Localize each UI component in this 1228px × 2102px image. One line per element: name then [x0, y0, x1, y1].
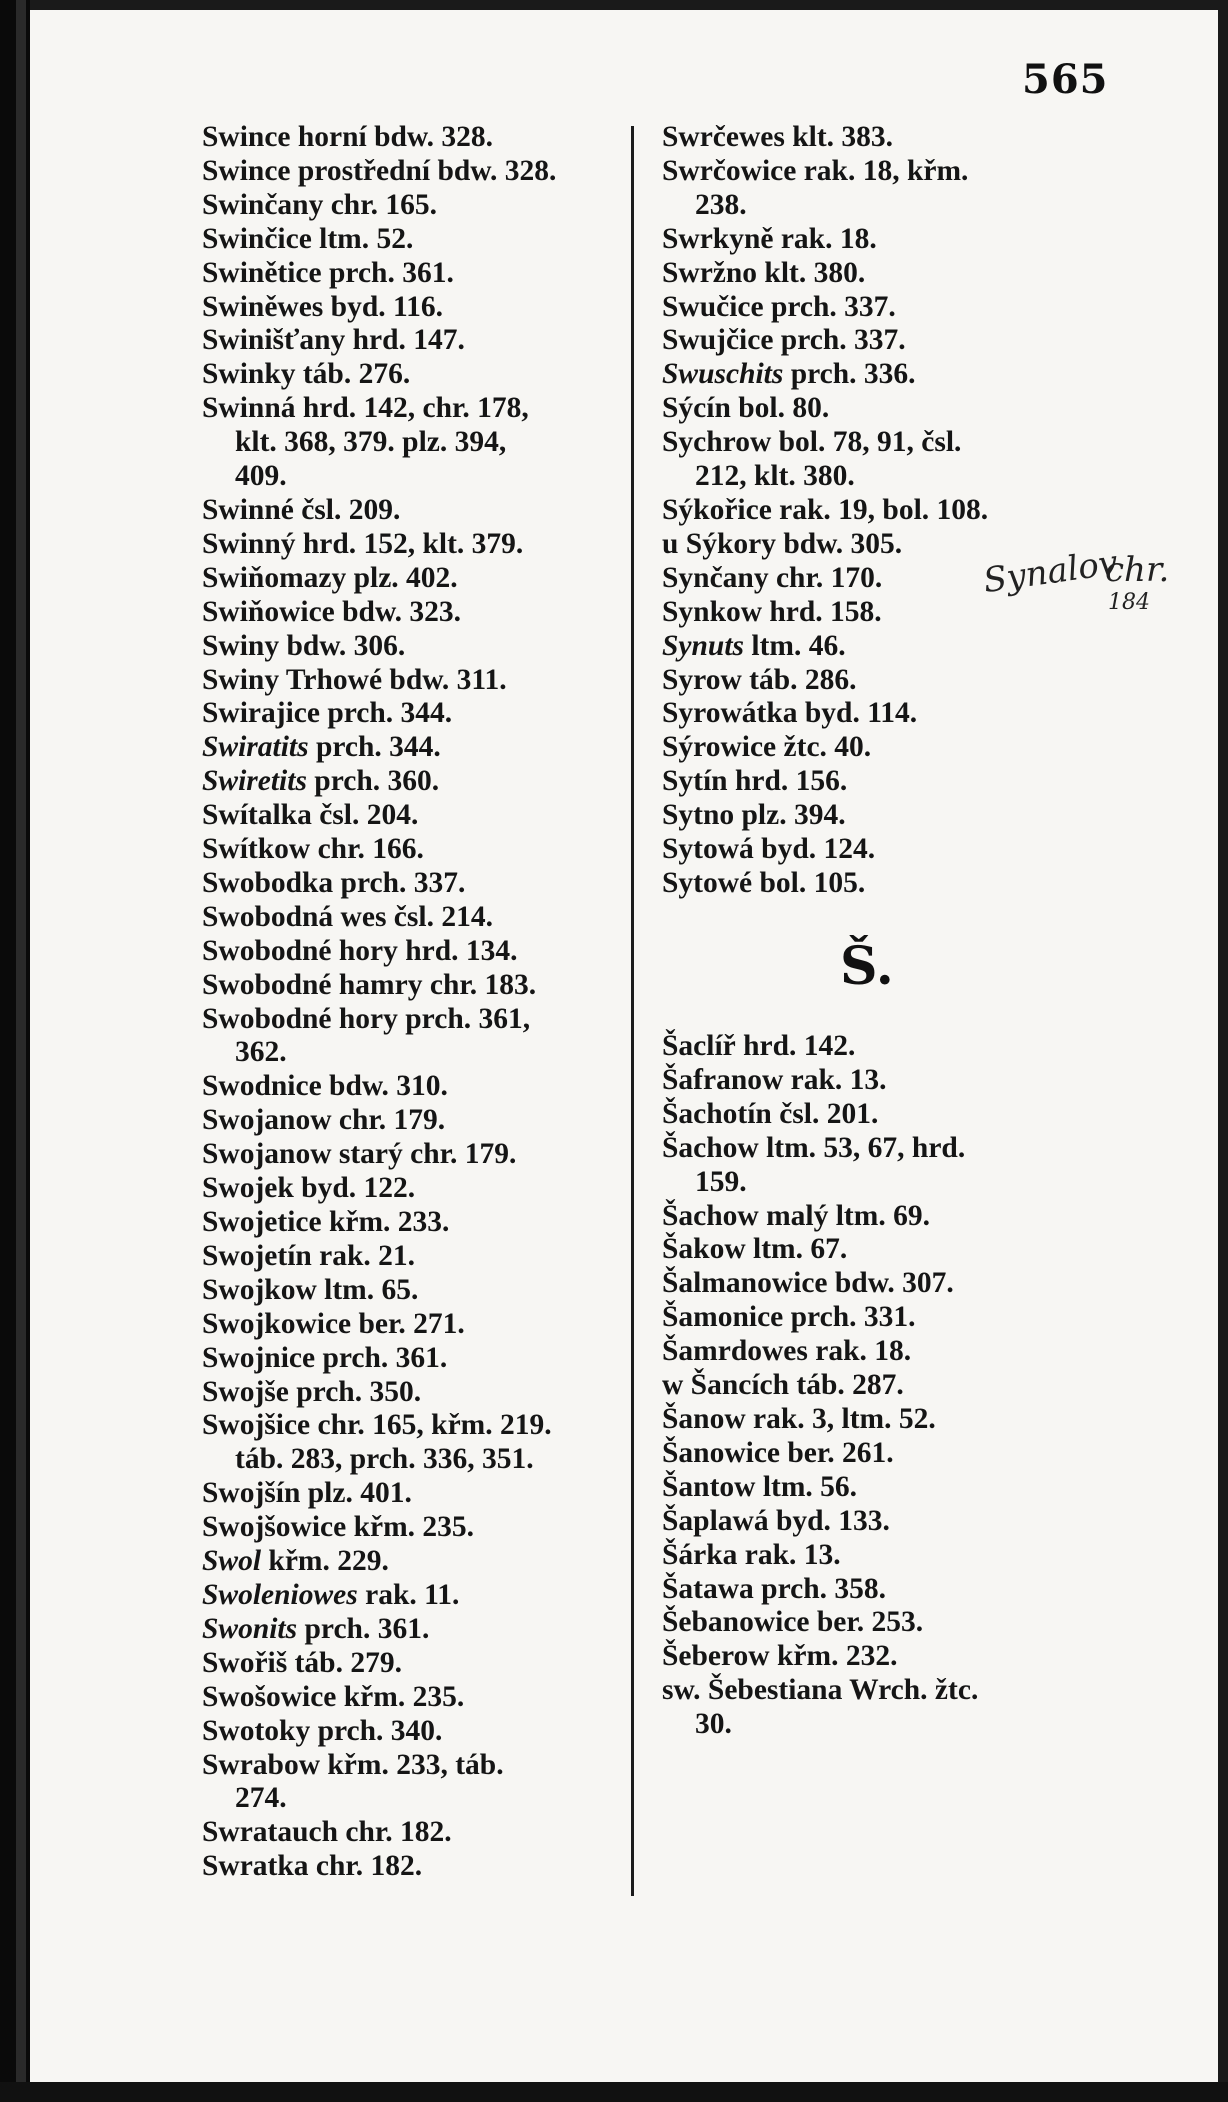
- index-entry: [202, 765, 622, 799]
- index-entry: Swořiš táb. 279.: [202, 1646, 402, 1679]
- index-entry: Šamrdowes rak. 18.: [662, 1335, 912, 1368]
- bottom-page-edge: [0, 2082, 1228, 2102]
- index-entry: Swrabow křm. 233, táb.: [202, 1748, 504, 1781]
- index-entry: Šárka rak. 13.: [662, 1538, 841, 1571]
- index-entry: Šamonice prch. 331.: [662, 1301, 916, 1334]
- index-entry: Sytowá byd. 124.: [662, 833, 876, 866]
- index-entry: táb. 283, prch. 336, 351.: [235, 1443, 534, 1476]
- left-page-edge: [0, 0, 30, 2102]
- index-entry: sw. Šebestiana Wrch. žtc.: [662, 1674, 979, 1707]
- index-entry: Swrčewes klt. 383.: [662, 121, 894, 153]
- index-entry: Šebanowice ber. 253.: [662, 1606, 924, 1639]
- index-entry: Sýrowice žtc. 40.: [662, 731, 872, 764]
- index-entry: Swučice prch. 337.: [662, 290, 896, 323]
- index-entry: Swobodné hory prch. 361,: [202, 1002, 531, 1035]
- index-entry: Sýkořice rak. 19, bol. 108.: [662, 493, 989, 526]
- index-entry: Synčany chr. 170.: [662, 561, 883, 594]
- index-entry: Swodnice bdw. 310.: [202, 1070, 448, 1103]
- index-entry: Swojetín rak. 21.: [202, 1239, 416, 1272]
- page-number: 565: [1022, 56, 1109, 103]
- index-entry: Swiny bdw. 306.: [202, 629, 406, 662]
- index-entry: Šachow malý ltm. 69.: [662, 1199, 930, 1232]
- index-entry: 409.: [235, 460, 287, 493]
- entry-italic-name: Swonits: [202, 1612, 298, 1645]
- entry-reference: prch. 344.: [308, 731, 441, 764]
- index-entry: Swojkowice ber. 271.: [202, 1307, 465, 1340]
- index-entry: Swojšowice křm. 235.: [202, 1511, 475, 1544]
- index-entry: Swojetice křm. 233.: [202, 1206, 450, 1238]
- right-page-edge: [1218, 0, 1228, 2102]
- index-entry: Swotoky prch. 340.: [202, 1714, 443, 1747]
- index-entry: Šaclíř hrd. 142.: [662, 1030, 856, 1062]
- entry-reference: rak. 11.: [357, 1578, 460, 1611]
- index-entry: Swirajice prch. 344.: [202, 697, 453, 730]
- index-entry: Šanowice ber. 261.: [662, 1436, 894, 1469]
- index-entry: Šanow rak. 3, ltm. 52.: [662, 1402, 936, 1435]
- index-entry: u Sýkory bdw. 305.: [662, 527, 903, 560]
- index-entry: Swinná hrd. 142, chr. 178,: [202, 392, 529, 425]
- index-entry: 159.: [695, 1165, 747, 1198]
- index-entry: 274.: [235, 1782, 287, 1815]
- index-entry: Šatawa prch. 358.: [662, 1572, 887, 1605]
- index-entry: Swinětice prch. 361.: [202, 256, 454, 289]
- index-entry: 212, klt. 380.: [695, 460, 855, 493]
- entry-reference: prch. 360.: [306, 765, 440, 798]
- entry-reference: křm. 229.: [261, 1545, 389, 1578]
- index-entry: [202, 1545, 622, 1579]
- index-entry: Swiňowice bdw. 323.: [202, 595, 461, 628]
- index-entry: Sychrow bol. 78, 91, čsl.: [662, 426, 962, 459]
- index-entry: Swinišťany hrd. 147.: [202, 324, 465, 357]
- index-entry: Swobodné hamry chr. 183.: [202, 968, 537, 1001]
- index-entry: Šeberow křm. 232.: [662, 1640, 898, 1673]
- index-entry: Šakow ltm. 67.: [662, 1233, 848, 1266]
- index-entry: 238.: [695, 188, 747, 221]
- index-entry: Šachotín čsl. 201.: [662, 1097, 879, 1130]
- entry-reference: ltm. 46.: [744, 629, 846, 662]
- entry-italic-name: Swol: [202, 1545, 262, 1578]
- handwritten-note-number: 184: [1108, 590, 1150, 615]
- index-entry: Swobodné hory hrd. 134.: [202, 934, 518, 967]
- index-entry: Syrowátka byd. 114.: [662, 697, 918, 730]
- entry-italic-name: Synuts: [662, 629, 744, 662]
- index-entry: w Šancích táb. 287.: [662, 1369, 904, 1402]
- index-entry: Swojkow ltm. 65.: [202, 1273, 419, 1306]
- right-column-s-section: [662, 1030, 1102, 1742]
- index-entry: Swratauch chr. 182.: [202, 1816, 452, 1849]
- top-page-edge: [30, 0, 1228, 10]
- left-column: [202, 121, 622, 1884]
- index-entry: Swrčowice rak. 18, křm.: [662, 154, 969, 187]
- index-entry: Swiny Trhowé bdw. 311.: [202, 663, 507, 696]
- index-entry: Swince horní bdw. 328.: [202, 121, 493, 153]
- entry-italic-name: Swiretits: [202, 765, 307, 798]
- index-entry: Sýcín bol. 80.: [662, 392, 830, 425]
- right-column: [662, 121, 1102, 901]
- index-entry: Swobodná wes čsl. 214.: [202, 900, 493, 933]
- handwritten-note-abbrev: chr.: [1105, 550, 1170, 590]
- index-entry: Swinčany chr. 165.: [202, 188, 437, 221]
- left-page-edge-inner: [16, 0, 26, 2102]
- index-entry: Swince prostřední bdw. 328.: [202, 154, 557, 187]
- index-entry: [202, 731, 622, 765]
- entry-italic-name: Swiratits: [202, 731, 309, 764]
- index-entry: Swinky táb. 276.: [202, 358, 411, 391]
- index-entry: Sytowé bol. 105.: [662, 866, 866, 899]
- index-entry: klt. 368, 379. plz. 394,: [235, 426, 507, 459]
- index-entry: Swinný hrd. 152, klt. 379.: [202, 527, 524, 560]
- entry-reference: prch. 336.: [783, 358, 916, 391]
- index-entry: Swojek byd. 122.: [202, 1172, 416, 1205]
- index-entry: Swošowice křm. 235.: [202, 1680, 465, 1713]
- index-entry: [202, 1579, 622, 1613]
- index-entry: Swinčice ltm. 52.: [202, 222, 414, 255]
- section-letter: Š.: [840, 936, 894, 997]
- entry-italic-name: Swuschits: [662, 358, 784, 391]
- index-entry: Swiněwes byd. 116.: [202, 290, 443, 323]
- index-entry: [662, 358, 1102, 392]
- index-entry: Sytno plz. 394.: [662, 799, 846, 832]
- index-entry: Swržno klt. 380.: [662, 256, 866, 289]
- column-divider: [631, 126, 634, 1896]
- index-entry: Syrow táb. 286.: [662, 663, 857, 696]
- index-entry: Swítkow chr. 166.: [202, 833, 424, 866]
- index-entry: Swojanow starý chr. 179.: [202, 1138, 517, 1171]
- index-entry: Šalmanowice bdw. 307.: [662, 1267, 954, 1300]
- index-entry: Swratka chr. 182.: [202, 1850, 423, 1883]
- index-entry: Swobodka prch. 337.: [202, 866, 466, 899]
- index-entry: Swiňomazy plz. 402.: [202, 561, 458, 594]
- index-entry: Swojanow chr. 179.: [202, 1104, 446, 1137]
- index-entry: Šaplawá byd. 133.: [662, 1504, 890, 1537]
- index-entry: 30.: [695, 1708, 732, 1741]
- index-entry: Šantow ltm. 56.: [662, 1470, 858, 1503]
- index-entry: Swrkyně rak. 18.: [662, 222, 877, 255]
- index-entry: Šafranow rak. 13.: [662, 1063, 887, 1096]
- entry-reference: prch. 361.: [297, 1612, 430, 1645]
- index-entry: Swujčice prch. 337.: [662, 324, 906, 357]
- index-entry: Sytín hrd. 156.: [662, 765, 848, 798]
- index-entry: 362.: [235, 1036, 287, 1069]
- index-entry: Swojnice prch. 361.: [202, 1341, 448, 1374]
- index-entry: Swojšín plz. 401.: [202, 1477, 412, 1510]
- index-entry: Šachow ltm. 53, 67, hrd.: [662, 1131, 966, 1164]
- index-entry: Swítalka čsl. 204.: [202, 799, 419, 832]
- entry-italic-name: Swoleniowes: [202, 1578, 358, 1611]
- index-entry: [662, 630, 1102, 664]
- index-entry: Swojše prch. 350.: [202, 1375, 422, 1408]
- index-entry: [202, 1613, 622, 1647]
- index-entry: Swojšice chr. 165, křm. 219.: [202, 1409, 552, 1442]
- index-entry: Synkow hrd. 158.: [662, 595, 882, 628]
- handwritten-note-word: Synalov: [980, 542, 1121, 602]
- index-entry: Swinné čsl. 209.: [202, 493, 401, 526]
